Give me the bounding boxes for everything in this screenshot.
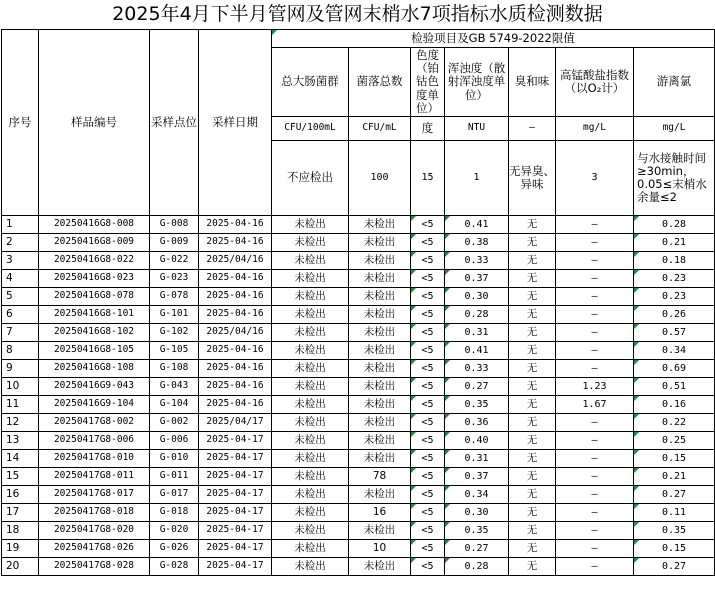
cell-date: 2025/04/17: [199, 414, 272, 432]
cell-chlorine: 0.28: [634, 216, 715, 234]
cell-sample-id: 20250416G8-009: [39, 234, 150, 252]
cell-color: <5: [411, 396, 445, 414]
cell-sample-id: 20250417G8-026: [39, 540, 150, 558]
cell-cod: —: [556, 414, 634, 432]
cell-site: G-101: [150, 306, 199, 324]
cell-chlorine: 0.18: [634, 252, 715, 270]
cell-colony: 未检出: [349, 270, 411, 288]
header-param-name: 色度（铂钴色度单位）: [411, 48, 445, 117]
cell-site: G-002: [150, 414, 199, 432]
cell-date: 2025-04-17: [199, 558, 272, 576]
cell-coliform: 未检出: [272, 342, 349, 360]
cell-sample-id: 20250416G8-105: [39, 342, 150, 360]
cell-no: 6: [2, 306, 39, 324]
cell-odor: 无: [509, 414, 556, 432]
cell-no: 12: [2, 414, 39, 432]
cell-odor: 无: [509, 270, 556, 288]
cell-date: 2025-04-16: [199, 288, 272, 306]
cell-chlorine: 0.15: [634, 450, 715, 468]
cell-cod: —: [556, 324, 634, 342]
cell-colony: 78: [349, 468, 411, 486]
header-date: 采样日期: [199, 30, 272, 216]
cell-coliform: 未检出: [272, 288, 349, 306]
cell-chlorine: 0.22: [634, 414, 715, 432]
table-row: [2, 360, 715, 378]
cell-site: G-043: [150, 378, 199, 396]
cell-turbidity: 0.27: [445, 540, 509, 558]
cell-turbidity: 0.37: [445, 468, 509, 486]
header-param-name: 游离氯: [634, 48, 715, 117]
cell-cod: —: [556, 558, 634, 576]
cell-no: 5: [2, 288, 39, 306]
cell-cod: —: [556, 288, 634, 306]
cell-color: <5: [411, 504, 445, 522]
cell-sample-id: 20250417G8-020: [39, 522, 150, 540]
cell-site: G-009: [150, 234, 199, 252]
cell-sample-id: 20250417G8-010: [39, 450, 150, 468]
cell-date: 2025-04-17: [199, 504, 272, 522]
cell-colony: 未检出: [349, 450, 411, 468]
header-param-name: 菌落总数: [349, 48, 411, 117]
cell-chlorine: 0.25: [634, 432, 715, 450]
cell-color: <5: [411, 324, 445, 342]
cell-turbidity: 0.35: [445, 396, 509, 414]
cell-cod: —: [556, 306, 634, 324]
cell-no: 14: [2, 450, 39, 468]
cell-color: <5: [411, 540, 445, 558]
cell-cod: —: [556, 252, 634, 270]
header-sample-id: 样品编号: [39, 30, 150, 216]
cell-color: <5: [411, 468, 445, 486]
cell-site: G-108: [150, 360, 199, 378]
cell-coliform: 未检出: [272, 540, 349, 558]
cell-date: 2025-04-17: [199, 432, 272, 450]
cell-turbidity: 0.36: [445, 414, 509, 432]
cell-no: 16: [2, 486, 39, 504]
cell-site: G-104: [150, 396, 199, 414]
cell-colony: 未检出: [349, 324, 411, 342]
header-param-unit: CFU/100mL: [272, 117, 349, 141]
cell-no: 7: [2, 324, 39, 342]
header-param-unit: mg/L: [634, 117, 715, 141]
header-param-limit: 无异臭、异味: [509, 141, 556, 216]
cell-no: 11: [2, 396, 39, 414]
cell-color: <5: [411, 522, 445, 540]
cell-sample-id: 20250416G8-008: [39, 216, 150, 234]
header-param-name: 总大肠菌群: [272, 48, 349, 117]
cell-turbidity: 0.27: [445, 378, 509, 396]
header-param-limit: 不应检出: [272, 141, 349, 216]
cell-date: 2025-04-17: [199, 522, 272, 540]
cell-date: 2025/04/16: [199, 324, 272, 342]
cell-chlorine: 0.27: [634, 486, 715, 504]
cell-odor: 无: [509, 252, 556, 270]
cell-sample-id: 20250416G8-101: [39, 306, 150, 324]
cell-turbidity: 0.37: [445, 270, 509, 288]
cell-date: 2025-04-16: [199, 342, 272, 360]
cell-odor: 无: [509, 342, 556, 360]
cell-chlorine: 0.51: [634, 378, 715, 396]
cell-colony: 未检出: [349, 216, 411, 234]
header-param-limit: 100: [349, 141, 411, 216]
cell-coliform: 未检出: [272, 306, 349, 324]
header-param-limit: 1: [445, 141, 509, 216]
cell-site: G-078: [150, 288, 199, 306]
table-row: [2, 450, 715, 468]
cell-coliform: 未检出: [272, 216, 349, 234]
cell-sample-id: 20250416G8-022: [39, 252, 150, 270]
cell-date: 2025-04-17: [199, 540, 272, 558]
table-row: [2, 270, 715, 288]
cell-coliform: 未检出: [272, 486, 349, 504]
cell-site: G-102: [150, 324, 199, 342]
header-param-limit: 15: [411, 141, 445, 216]
cell-no: 4: [2, 270, 39, 288]
cell-site: G-017: [150, 486, 199, 504]
table-row: [2, 396, 715, 414]
cell-color: <5: [411, 288, 445, 306]
table-body: [2, 216, 715, 576]
cell-odor: 无: [509, 522, 556, 540]
cell-odor: 无: [509, 396, 556, 414]
cell-no: 19: [2, 540, 39, 558]
cell-odor: 无: [509, 234, 556, 252]
cell-odor: 无: [509, 540, 556, 558]
table-row: [2, 288, 715, 306]
cell-coliform: 未检出: [272, 378, 349, 396]
cell-turbidity: 0.38: [445, 234, 509, 252]
cell-coliform: 未检出: [272, 504, 349, 522]
cell-date: 2025-04-17: [199, 486, 272, 504]
header-param-unit: 度: [411, 117, 445, 141]
table-row: [2, 540, 715, 558]
cell-color: <5: [411, 306, 445, 324]
cell-cod: —: [556, 504, 634, 522]
header-param-unit: —: [509, 117, 556, 141]
table-row: [2, 414, 715, 432]
table-row: [2, 216, 715, 234]
cell-color: <5: [411, 450, 445, 468]
cell-coliform: 未检出: [272, 270, 349, 288]
cell-site: G-105: [150, 342, 199, 360]
header-seq: 序号: [2, 30, 39, 216]
cell-coliform: 未检出: [272, 252, 349, 270]
cell-color: <5: [411, 432, 445, 450]
table-row: [2, 234, 715, 252]
cell-coliform: 未检出: [272, 234, 349, 252]
cell-sample-id: 20250416G8-078: [39, 288, 150, 306]
cell-turbidity: 0.28: [445, 306, 509, 324]
cell-color: <5: [411, 414, 445, 432]
cell-colony: 10: [349, 540, 411, 558]
cell-no: 1: [2, 216, 39, 234]
cell-colony: 未检出: [349, 342, 411, 360]
cell-cod: 1.23: [556, 378, 634, 396]
table-row: [2, 342, 715, 360]
cell-sample-id: 20250417G8-002: [39, 414, 150, 432]
cell-sample-id: 20250416G9-104: [39, 396, 150, 414]
cell-odor: 无: [509, 468, 556, 486]
cell-sample-id: 20250417G8-017: [39, 486, 150, 504]
cell-odor: 无: [509, 288, 556, 306]
cell-no: 8: [2, 342, 39, 360]
cell-no: 17: [2, 504, 39, 522]
cell-sample-id: 20250416G8-108: [39, 360, 150, 378]
cell-color: <5: [411, 234, 445, 252]
cell-cod: 1.67: [556, 396, 634, 414]
cell-turbidity: 0.31: [445, 450, 509, 468]
cell-color: <5: [411, 558, 445, 576]
cell-coliform: 未检出: [272, 522, 349, 540]
cell-no: 2: [2, 234, 39, 252]
cell-no: 10: [2, 378, 39, 396]
header-param-name: 浑浊度（散射浑浊度单位）: [445, 48, 509, 117]
cell-colony: 未检出: [349, 522, 411, 540]
cell-turbidity: 0.33: [445, 252, 509, 270]
cell-odor: 无: [509, 450, 556, 468]
cell-chlorine: 0.69: [634, 360, 715, 378]
header-param-unit: CFU/mL: [349, 117, 411, 141]
cell-color: <5: [411, 342, 445, 360]
cell-odor: 无: [509, 216, 556, 234]
cell-coliform: 未检出: [272, 450, 349, 468]
cell-turbidity: 0.31: [445, 324, 509, 342]
cell-date: 2025-04-17: [199, 450, 272, 468]
cell-colony: 未检出: [349, 360, 411, 378]
cell-coliform: 未检出: [272, 558, 349, 576]
cell-odor: 无: [509, 378, 556, 396]
cell-turbidity: 0.35: [445, 522, 509, 540]
cell-turbidity: 0.40: [445, 432, 509, 450]
cell-chlorine: 0.57: [634, 324, 715, 342]
cell-odor: 无: [509, 486, 556, 504]
table-row: [2, 432, 715, 450]
cell-sample-id: 20250417G8-006: [39, 432, 150, 450]
table-row: [2, 378, 715, 396]
cell-color: <5: [411, 270, 445, 288]
cell-cod: —: [556, 450, 634, 468]
cell-no: 20: [2, 558, 39, 576]
cell-date: 2025-04-16: [199, 234, 272, 252]
cell-color: <5: [411, 486, 445, 504]
cell-colony: 16: [349, 504, 411, 522]
cell-sample-id: 20250416G8-102: [39, 324, 150, 342]
cell-site: G-022: [150, 252, 199, 270]
cell-cod: —: [556, 342, 634, 360]
cell-site: G-008: [150, 216, 199, 234]
cell-sample-id: 20250417G8-028: [39, 558, 150, 576]
cell-date: 2025-04-16: [199, 396, 272, 414]
cell-coliform: 未检出: [272, 360, 349, 378]
cell-coliform: 未检出: [272, 414, 349, 432]
table-row: [2, 522, 715, 540]
cell-date: 2025/04/16: [199, 252, 272, 270]
cell-cod: —: [556, 468, 634, 486]
header-param-name: 高锰酸盐指数（以O₂计）: [556, 48, 634, 117]
cell-colony: 未检出: [349, 234, 411, 252]
cell-coliform: 未检出: [272, 324, 349, 342]
cell-turbidity: 0.34: [445, 486, 509, 504]
cell-chlorine: 0.16: [634, 396, 715, 414]
cell-colony: 未检出: [349, 288, 411, 306]
cell-sample-id: 20250417G8-018: [39, 504, 150, 522]
cell-site: G-026: [150, 540, 199, 558]
cell-chlorine: 0.21: [634, 468, 715, 486]
header-group: 检验项目及GB 5749-2022限值: [272, 30, 715, 48]
table-row: [2, 558, 715, 576]
cell-colony: 未检出: [349, 252, 411, 270]
cell-odor: 无: [509, 324, 556, 342]
cell-coliform: 未检出: [272, 396, 349, 414]
water-quality-table: [1, 29, 715, 576]
cell-no: 13: [2, 432, 39, 450]
table-row: [2, 306, 715, 324]
cell-chlorine: 0.21: [634, 234, 715, 252]
cell-turbidity: 0.41: [445, 216, 509, 234]
cell-color: <5: [411, 252, 445, 270]
cell-cod: —: [556, 270, 634, 288]
cell-cod: —: [556, 522, 634, 540]
cell-colony: 未检出: [349, 414, 411, 432]
cell-no: 18: [2, 522, 39, 540]
cell-cod: —: [556, 234, 634, 252]
table-row: [2, 468, 715, 486]
cell-colony: 未检出: [349, 486, 411, 504]
cell-sample-id: 20250417G8-011: [39, 468, 150, 486]
cell-cod: —: [556, 432, 634, 450]
cell-date: 2025-04-17: [199, 468, 272, 486]
cell-colony: 未检出: [349, 306, 411, 324]
cell-date: 2025-04-16: [199, 306, 272, 324]
cell-chlorine: 0.34: [634, 342, 715, 360]
cell-turbidity: 0.33: [445, 360, 509, 378]
cell-colony: 未检出: [349, 396, 411, 414]
cell-chlorine: 0.35: [634, 522, 715, 540]
cell-odor: 无: [509, 504, 556, 522]
table-row: [2, 486, 715, 504]
cell-chlorine: 0.27: [634, 558, 715, 576]
cell-colony: 未检出: [349, 558, 411, 576]
cell-date: 2025-04-16: [199, 378, 272, 396]
cell-site: G-010: [150, 450, 199, 468]
cell-sample-id: 20250416G8-023: [39, 270, 150, 288]
cell-turbidity: 0.28: [445, 558, 509, 576]
cell-site: G-023: [150, 270, 199, 288]
header-param-name: 臭和味: [509, 48, 556, 117]
header-param-limit: 3: [556, 141, 634, 216]
cell-cod: —: [556, 486, 634, 504]
cell-chlorine: 0.26: [634, 306, 715, 324]
cell-turbidity: 0.30: [445, 504, 509, 522]
cell-chlorine: 0.23: [634, 288, 715, 306]
cell-no: 15: [2, 468, 39, 486]
table-row: [2, 504, 715, 522]
cell-cod: —: [556, 540, 634, 558]
cell-cod: —: [556, 360, 634, 378]
cell-coliform: 未检出: [272, 468, 349, 486]
cell-chlorine: 0.15: [634, 540, 715, 558]
cell-odor: 无: [509, 558, 556, 576]
cell-odor: 无: [509, 306, 556, 324]
cell-site: G-018: [150, 504, 199, 522]
cell-odor: 无: [509, 360, 556, 378]
cell-sample-id: 20250416G9-043: [39, 378, 150, 396]
cell-no: 9: [2, 360, 39, 378]
cell-colony: 未检出: [349, 378, 411, 396]
table-row: [2, 324, 715, 342]
cell-date: 2025-04-16: [199, 360, 272, 378]
cell-color: <5: [411, 378, 445, 396]
cell-color: <5: [411, 360, 445, 378]
cell-site: G-028: [150, 558, 199, 576]
table-row: [2, 252, 715, 270]
page-title: 2025年4月下半月管网及管网末梢水7项指标水质检测数据: [112, 3, 603, 25]
cell-cod: —: [556, 216, 634, 234]
cell-date: 2025-04-16: [199, 216, 272, 234]
cell-turbidity: 0.30: [445, 288, 509, 306]
cell-chlorine: 0.23: [634, 270, 715, 288]
cell-site: G-020: [150, 522, 199, 540]
cell-date: 2025-04-16: [199, 270, 272, 288]
header-site: 采样点位: [150, 30, 199, 216]
cell-turbidity: 0.41: [445, 342, 509, 360]
header-param-unit: mg/L: [556, 117, 634, 141]
cell-chlorine: 0.11: [634, 504, 715, 522]
header-param-limit: 与水接触时间≥30min，0.05≤末梢水余量≤2: [634, 141, 715, 216]
cell-coliform: 未检出: [272, 432, 349, 450]
cell-site: G-006: [150, 432, 199, 450]
cell-color: <5: [411, 216, 445, 234]
cell-odor: 无: [509, 432, 556, 450]
cell-site: G-011: [150, 468, 199, 486]
cell-colony: 未检出: [349, 432, 411, 450]
cell-no: 3: [2, 252, 39, 270]
header-param-unit: NTU: [445, 117, 509, 141]
